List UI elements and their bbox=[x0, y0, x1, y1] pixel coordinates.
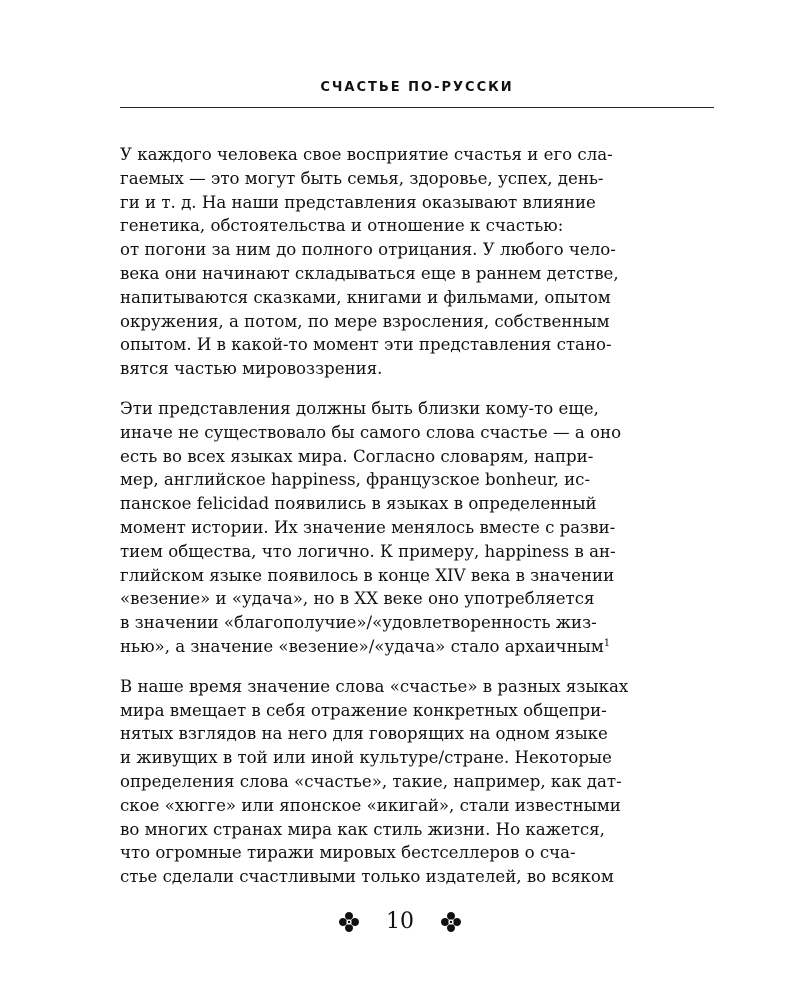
text-line: гаемых — это могут быть семья, здоровье, успех, день- bbox=[120, 168, 604, 188]
text-line: окружения, а потом, по мере взросления, собственным bbox=[120, 311, 610, 331]
running-head: СЧАСТЬЕ ПО-РУССКИ bbox=[320, 80, 514, 95]
text-line: напитываются сказками, книгами и фильмами, опытом bbox=[120, 287, 611, 307]
text-line: что огромные тиражи мировых бестселлеров о сча- bbox=[120, 843, 576, 863]
flower-ornament-icon bbox=[338, 911, 360, 933]
paragraph-gap bbox=[120, 659, 714, 675]
text-line: В наше время значение слова «счастье» в разных языках bbox=[120, 676, 629, 696]
paragraph bbox=[120, 675, 714, 889]
text-line: вятся частью мировоззрения. bbox=[120, 359, 383, 379]
text-line: панское felicidad появились в языках в определенный bbox=[120, 494, 597, 514]
folio bbox=[0, 907, 800, 937]
text-line: Эти представления должны быть близки кому-то еще, bbox=[120, 398, 599, 418]
text-line: иначе не существовало бы самого слова счастье — а оно bbox=[120, 422, 622, 442]
footnote-mark: 1 bbox=[603, 637, 611, 649]
body-text bbox=[120, 143, 714, 889]
paragraph bbox=[120, 143, 714, 381]
flower-ornament-icon bbox=[440, 911, 462, 933]
text-line: момент истории. Их значение менялось вместе с разви- bbox=[120, 517, 616, 537]
text-line: У каждого человека свое восприятие счастья и его сла- bbox=[120, 145, 613, 164]
text-line: во многих странах мира как стиль жизни. Но кажется, bbox=[120, 819, 605, 839]
text-line: ское «хюгге» или японское «икигай», стали известными bbox=[120, 795, 621, 815]
text-line: ги и т. д. На наши представления оказывают влияние bbox=[120, 192, 596, 212]
text-line: нятых взглядов на него для говорящих на одном языке bbox=[120, 724, 608, 744]
text-line: мира вмещает в себя отражение конкретных общепри- bbox=[120, 700, 607, 720]
text-line: тием общества, что логично. К примеру, happiness в ан- bbox=[120, 541, 616, 561]
text-line: глийском языке появилось в конце XIV века в значении bbox=[120, 565, 615, 585]
paragraph bbox=[120, 397, 714, 659]
text-line: есть во всех языках мира. Согласно словарям, напри- bbox=[120, 446, 594, 466]
text-line: стье сделали счастливыми только издателей, во всяком bbox=[120, 867, 614, 887]
text-line: в значении «благополучие»/«удовлетворенность жиз- bbox=[120, 613, 597, 633]
text-line: мер, английское happiness, французское bonheur, ис- bbox=[120, 470, 591, 490]
text-line: опытом. И в какой-то момент эти представления стано- bbox=[120, 335, 612, 355]
text-line: нью», а значение «везение»/«удача» стало архаичным$^1$ bbox=[120, 636, 611, 656]
text-line: определения слова «счастье», такие, например, как дат- bbox=[120, 771, 622, 791]
header-rule bbox=[120, 107, 714, 108]
paragraph-gap bbox=[120, 381, 714, 397]
text-line: генетика, обстоятельства и отношение к счастью: bbox=[120, 216, 564, 236]
text-line: века они начинают складываться еще в раннем детстве, bbox=[120, 263, 619, 283]
text-line: «везение» и «удача», но в XX веке оно употребляется bbox=[120, 589, 595, 609]
page-number: 10 bbox=[386, 909, 414, 934]
text-line: от погони за ним до полного отрицания. У любого чело- bbox=[120, 240, 616, 260]
text-line: и живущих в той или иной культуре/стране. Некоторые bbox=[120, 748, 612, 768]
